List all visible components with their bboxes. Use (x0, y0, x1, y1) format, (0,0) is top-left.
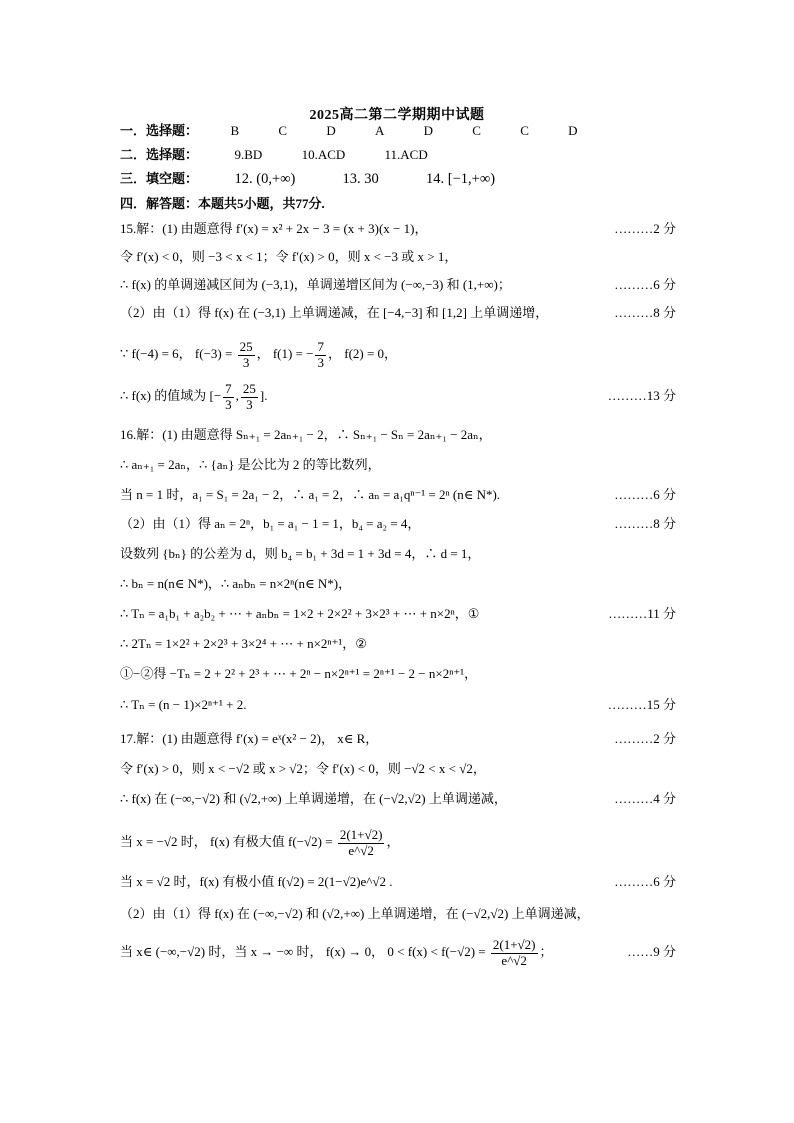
q16-line-9: ①−②得 −Tₙ = 2 + 2² + 2³ + ⋯ + 2ⁿ − n×2ⁿ⁺¹ = 2ⁿ⁺¹ − 2 − n×2ⁿ⁺¹， (120, 666, 478, 681)
q17-line-2: 令 f′(x) > 0，则 x < −√2 或 x > √2；令 f′(x) < 0，则 −√2 < x < √2， (120, 761, 486, 776)
frac-numerator: 7 (225, 380, 232, 396)
q16-line-4 (120, 517, 676, 530)
answer-9: 9.BD (234, 147, 263, 162)
frac-denominator: 3 (242, 354, 250, 370)
q17-line-3 (120, 792, 676, 805)
answer-5: D (423, 123, 434, 138)
answer-3: D (326, 123, 336, 138)
q15-line-5 (120, 334, 676, 374)
section-fill (120, 172, 676, 187)
q15-line-3 (120, 278, 676, 291)
score-mark: ………15 分 (607, 697, 676, 712)
answer-8: D (568, 123, 578, 138)
q16-line-5: 设数列 {bₙ} 的公差为 d，则 b₄ = b₁ + 3d = 1 + 3d = 4，∴ d = 1， (120, 546, 481, 561)
frac-denominator: e^√2 (501, 952, 527, 968)
q16-line-7 (120, 607, 676, 620)
q15-text: ∴ f(x) 的值域为 [− (120, 388, 222, 403)
q15-text: ， f(1) = − (256, 346, 314, 361)
q15-line-2: 令 f′(x) < 0，则 −3 < x < 1；令 f′(x) > 0，则 x < −3 或 x > 1， (120, 249, 458, 264)
q16-line-8: ∴ 2Tₙ = 1×2² + 2×2³ + 3×2⁴ + ⋯ + n×2ⁿ⁺¹，② (120, 636, 367, 651)
q15-text: （2）由（1）得 f(x) 在 (−3,1) 上单调递减，在 [−4,−3] 和 [1,2] 上单调递增， (120, 305, 549, 320)
section-label: 三．填空题： (120, 171, 199, 186)
score-mark: ………2 分 (614, 221, 676, 236)
q17-line-1 (120, 732, 676, 745)
answer-6: C (472, 123, 481, 138)
frac-denominator: e^√2 (348, 842, 374, 858)
q17-text: ； (539, 944, 553, 959)
section-choice-1 (120, 124, 676, 137)
answer-7: C (520, 123, 529, 138)
q16-line-10 (120, 698, 676, 711)
q15-line-6 (120, 376, 676, 416)
q16-line-2: ∴ aₙ₊₁ = 2aₙ，∴ {aₙ} 是公比为 2 的等比数列， (120, 457, 381, 472)
q16-text: ∴ Tₙ = a₁b₁ + a₂b₂ + ⋯ + aₙbₙ = 1×2 + 2×2² + 3×2³ + ⋯ + n×2ⁿ，① (120, 606, 480, 621)
section-choice-2 (120, 148, 676, 161)
q15-text: ， f(2) = 0， (327, 346, 398, 361)
q17-line-4 (120, 822, 676, 862)
frac-numerator: 2(1+√2) (339, 826, 383, 842)
q17-text: 当 x∈ (−∞,−√2) 时，当 x → −∞ 时， f(x) → 0， 0 < f(x) < f(−√2) = (120, 944, 489, 959)
score-mark: ……9 分 (627, 944, 676, 959)
section-solve-heading: 四．解答题：本题共5小题，共77分. (120, 196, 325, 211)
frac-denominator: 3 (246, 396, 253, 412)
frac-numerator: 7 (317, 338, 324, 354)
q15-line-4 (120, 306, 676, 319)
score-mark: ………8 分 (614, 516, 676, 531)
answer-4: A (374, 123, 385, 138)
q17-text: 当 x = −√2 时， f(x) 有极大值 f(−√2) = (120, 834, 336, 849)
q15-text: , (235, 388, 239, 403)
frac-numerator: 2(1+√2) (492, 936, 536, 952)
score-mark: ………11 分 (608, 606, 676, 621)
score-mark: ………4 分 (614, 791, 676, 806)
q16-text: （2）由（1）得 aₙ = 2ⁿ，b₁ = a₁ − 1 = 1，b₄ = a₂ = 4， (120, 516, 421, 531)
q17-text: 当 x = √2 时，f(x) 有极小值 f(√2) = 2(1−√2)e^√2 . (120, 874, 393, 889)
q17-text: 17.解：(1) 由题意得 f′(x) = eˣ(x² − 2)， x∈ R， (120, 731, 379, 746)
q16-text: ∴ Tₙ = (n − 1)×2ⁿ⁺¹ + 2. (120, 697, 247, 712)
q15-text: ∴ f(x) 的单调递减区间为 (−3,1)，单调递增区间为 (−∞,−3) 和 (1,+∞)； (120, 277, 511, 292)
q15-line-1 (120, 222, 676, 235)
score-mark: ………6 分 (614, 487, 676, 502)
q15-text: ]. (259, 388, 268, 403)
frac-denominator: 3 (317, 354, 324, 370)
score-mark: ………6 分 (614, 874, 676, 889)
answer-10: 10.ACD (301, 147, 346, 162)
answer-1: B (230, 123, 240, 138)
answer-13: 13. 30 (342, 171, 379, 187)
score-mark: ………2 分 (614, 731, 676, 746)
answer-11: 11.ACD (384, 147, 428, 162)
q17-line-7 (120, 932, 676, 972)
q16-text: 当 n = 1 时，a₁ = S₁ = 2a₁ − 2，∴ a₁ = 2，∴ aₙ = a₁qⁿ⁻¹ = 2ⁿ (n∈ N*). (120, 487, 501, 502)
answer-2: C (278, 123, 288, 138)
q16-line-6: ∴ bₙ = n(n∈ N*)，∴ aₙbₙ = n×2ⁿ(n∈ N*)， (120, 576, 352, 591)
q16-line-3 (120, 488, 676, 501)
q16-line-1: 16.解：(1) 由题意得 Sₙ₊₁ = 2aₙ₊₁ − 2，∴ Sₙ₊₁ − Sₙ = 2aₙ₊₁ − 2aₙ， (120, 427, 492, 442)
page-title: 2025高二第二学期期中试题 (309, 108, 485, 123)
q17-line-6: （2）由（1）得 f(x) 在 (−∞,−√2) 和 (√2,+∞) 上单调递增，在 (−√2,√2) 上单调递减， (120, 906, 590, 921)
frac-denominator: 3 (225, 396, 232, 412)
score-mark: ………13 分 (607, 388, 676, 403)
q15-text: ∵ f(−4) = 6， f(−3) = (120, 346, 236, 361)
q17-text: ， (386, 834, 400, 849)
frac-numerator: 25 (239, 338, 253, 354)
section-label: 二．选择题： (120, 147, 199, 162)
score-mark: ………8 分 (614, 305, 676, 320)
answer-12: 12. (0,+∞) (234, 171, 296, 187)
section-label: 一．选择题： (120, 123, 199, 138)
q15-text: 15.解：(1) 由题意得 f′(x) = x² + 2x − 3 = (x + 3)(x − 1)， (120, 221, 428, 236)
frac-numerator: 25 (242, 380, 256, 396)
q17-line-5 (120, 875, 676, 888)
q17-text: ∴ f(x) 在 (−∞,−√2) 和 (√2,+∞) 上单调递增，在 (−√2,√2) 上单调递减， (120, 791, 507, 806)
score-mark: ………6 分 (614, 277, 676, 292)
answer-14: 14. [−1,+∞) (426, 171, 496, 187)
